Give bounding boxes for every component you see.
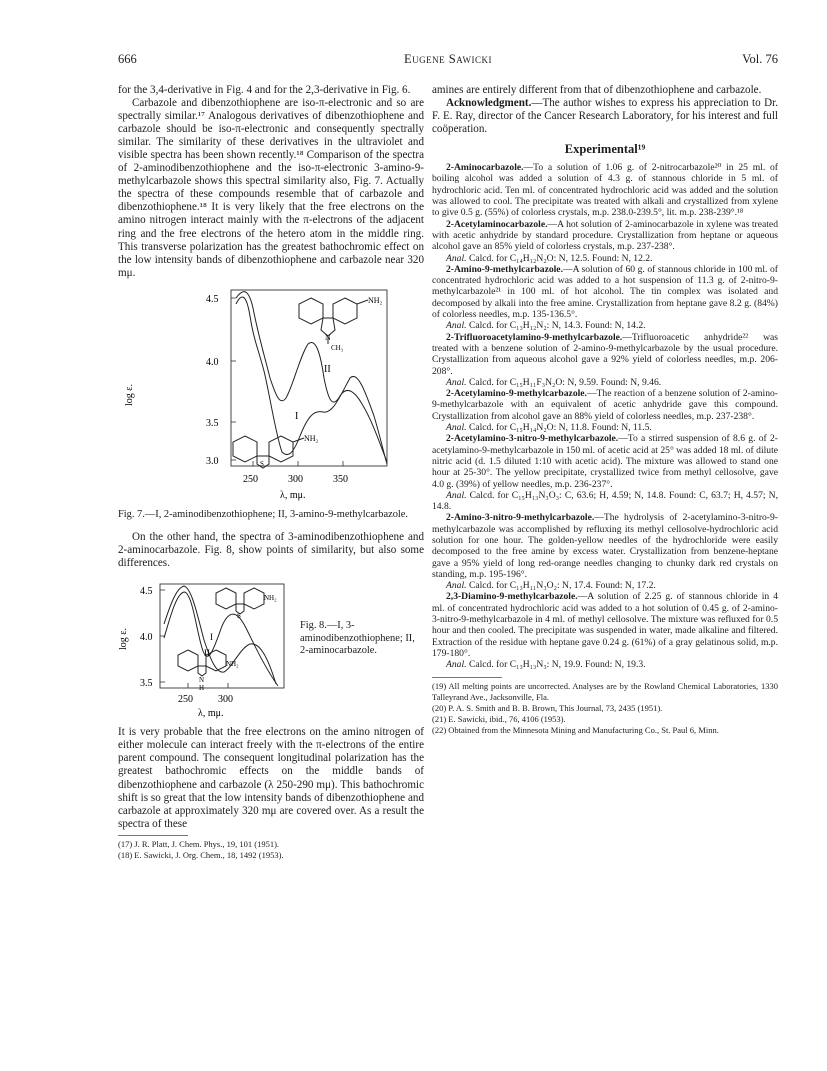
y-axis-label: log ε. <box>118 628 129 651</box>
procedure: 2-Acetylamino-3-nitro-9-methylcarbazole.—To a stirred suspension of 8.6 g. of 2-acetylamino-9-methylcarbazole in 150 ml. of acetic acid at 25° was added 18 ml. of dilute nitric acid (d. 1.5 diluted 1:10 with acetic acid). The mixture was allowed to stand one hour at 25-30°. The yellow precipitate, crystallized twice from methyl cellosolve, gave 4.0 g. (39%) of yellow needles, m.p. 236-237°. <box>432 433 778 490</box>
analysis: Anal. Calcd. for C₁₅H₁₃N₃O₃: C, 63.6; H, 4.59; N, 14.8. Found: C, 63.7; H, 4.57; N, 14.8. <box>432 489 778 513</box>
hetero-atom-label: H <box>199 684 205 693</box>
x-axis-label: λ, mμ. <box>280 489 306 501</box>
volume-label: Vol. 76 <box>742 52 778 66</box>
procedure: 2-Acetylamino-9-methylcarbazole.—The reaction of a benzene solution of 2-amino-9-methylcarbazole with an equivalent of acetic anhydride gave this compound. Crystallization from alcohol gave an 88% yield of colorless needles, m.p. 237-238°. <box>432 388 778 422</box>
y-tick-label: 4.0 <box>140 632 153 644</box>
substituent-label: CH₃ <box>331 343 344 352</box>
figure-7-caption: Fig. 7.—I, 2-aminodibenzothiophene; II, 3-amino-9-methylcarbazole. <box>118 508 408 520</box>
y-tick-label: 3.5 <box>140 678 153 690</box>
structure-II-icon <box>299 298 368 344</box>
structure-I-icon <box>216 588 264 614</box>
footnote: (18) E. Sawicki, J. Org. Chem., 18, 1492 (1953). <box>118 849 284 860</box>
x-tick-label: 250 <box>243 473 258 485</box>
footnote: (19) All melting points are uncorrected. Analyses are by the Rowland Chemical Laboratories, 1330 Talleyrand Ave., Jacksonville, Fla. <box>432 680 778 702</box>
footnote: (21) E. Sawicki, ibid., 76, 4106 (1953). <box>432 713 566 724</box>
figure-8 <box>118 578 424 720</box>
curve-label-II: II <box>204 648 210 659</box>
procedure: 2-Acetylaminocarbazole.—A hot solution of 2-aminocarbazole in xylene was treated with acetic anhydride by standard procedure. Crystallization from heptane or aqueous alcohol gave an 85% yield of colorless crystals, m.p. 237-238°. <box>432 218 778 253</box>
paragraph: Carbazole and dibenzothiophene are iso-π-electronic and so are spectrally similar.¹⁷ Analogous derivatives of dibenzothiophene and carbazole should be iso-π-electronic and consequently spectrally similar. The similarity of these derivatives in the ultraviolet and visible spectra has been shown recently.¹⁸ Comparison of the spectra of 2-aminodibenzothiophene and the iso-π-electronic 3-amino-9-methylcarbazole shows this spectral similarity also, Fig. 7. Actually the spectra of these compounds resemble that of carbazole and dibenzothiophene.¹⁸ It is very likely that the free electrons on the amino nitrogen interact mainly with the π-electrons of the adjacent ring and the free electrons of the hetero atom in the middle ring. This transverse polarization has the greatest bathochromic effect on the low intensity bands of dibenzothiophene and carbazole near 320 mμ. <box>118 97 424 279</box>
y-tick-label: 3.5 <box>206 417 219 429</box>
x-axis-label: λ, mμ. <box>198 708 224 720</box>
substituent-label: NH₂ <box>304 433 319 443</box>
y-tick-label: 3.0 <box>206 455 219 467</box>
x-tick-label: 300 <box>288 473 303 485</box>
hetero-atom-label: S <box>260 459 264 468</box>
hetero-atom-label: S <box>237 612 241 621</box>
procedure: 2-Amino-9-methylcarbazole.—A solution of 60 g. of stannous chloride in 100 ml. of concentrated hydrochloric acid was added to a hot suspension of 11.3 g. of 2-nitro-9-methylcarbazole²¹ in 100 ml. of hot alcohol. The tin complex was isolated and decomposed by alkali into the free amine. Crystallization from heptane gave 8.2 g. (84%) of colorless needles, m.p. 135-136.5°. <box>432 263 778 321</box>
analysis: Anal. Calcd. for C₁₅H₁₄N₂O: N, 11.8. Found: N, 11.5. <box>446 422 652 434</box>
page-header <box>118 52 778 68</box>
page-number: 666 <box>118 52 137 66</box>
curve-label-I: I <box>210 632 213 643</box>
footnote-divider <box>432 677 502 678</box>
procedure: 2-Trifluoroacetylamino-9-methylcarbazole.—Trifluoroacetic anhydride²² was treated with a benzene solution of 2-amino-9-methylcarbazole by the usual procedure. Crystallization from aqueous alcohol gave a 92% yield of colorless needles, m.p. 206-208°. <box>432 331 778 377</box>
analysis: Anal. Calcd. for C₁₄H₁₂N₂O: N, 12.5. Found: N, 12.2. <box>446 252 653 264</box>
paragraph: It is very probable that the free electrons on the amino nitrogen of either molecule can interact freely with the π-electrons of the entire parent compound. The consequent longitudinal polarization has the greatest bathochromic effects on the middle bands of dibenzothiophene and carbazole (λ 250-290 mμ). This bathochromic shift is so great that the low intensity bands of dibenzothiophene and carbazole at approximately 320 mμ are covered over. As a result the spectra of these <box>118 726 424 830</box>
y-axis-label: log ε. <box>124 383 135 406</box>
footnote: (20) P. A. S. Smith and B. B. Brown, This Journal, 73, 2435 (1951). <box>432 702 663 713</box>
acknowledgment: Acknowledgment.—The author wishes to express his appreciation to Dr. F. E. Ray, director of the Cancer Research Laboratory, for his interest and full coöperation. <box>432 97 778 136</box>
y-tick-label: 4.0 <box>206 356 219 368</box>
figure-7 <box>118 286 424 522</box>
x-tick-label: 250 <box>178 694 193 706</box>
structure-II-icon <box>178 650 226 676</box>
section-heading: Acknowledgment. <box>446 97 532 110</box>
paragraph: amines are entirely different from that of dibenzothiophene and carbazole. <box>432 84 762 96</box>
hetero-atom-label: N <box>325 332 331 342</box>
figure-8-caption: Fig. 8.—I, 3-aminodibenzothiophene; II, 2-aminocarbazole. <box>300 620 415 657</box>
y-tick-label: 4.5 <box>206 293 219 305</box>
paragraph: On the other hand, the spectra of 3-aminodibenzothiophene and 2-aminocarbazole. Fig. 8, show points of similarity, but also some differences. <box>118 531 424 570</box>
substituent-label: NH₂ <box>368 295 383 305</box>
footnote: (22) Obtained from the Minnesota Mining and Manufacturing Co., St. Paul 6, Minn. <box>432 724 719 735</box>
structure-I-icon <box>233 436 304 468</box>
footnote: (17) J. R. Platt, J. Chem. Phys., 19, 101 (1951). <box>118 838 280 849</box>
curve-label-II: II <box>324 363 331 375</box>
right-column <box>432 84 778 736</box>
procedure: 2,3-Diamino-9-methylcarbazole.—A solution of 2.25 g. of stannous chloride in 4 ml. of concentrated hydrochloric acid was added to a hot solution of 0.45 g. of 2-amino-3-nitro-9-methylcarbazole in 4 ml. of methyl cellosolve. The mixture was refluxed for 0.5 hour and then cooled. The precipitate was suspended in water, made alkaline and filtered. Extraction of the residue with heptane gave 0.24 g. (61%) of a gray gelatinous solid, m.p. 179-180°. <box>432 591 778 659</box>
footnote-divider <box>118 835 188 836</box>
x-tick-label: 300 <box>218 694 233 706</box>
x-tick-label: 350 <box>333 473 348 485</box>
analysis: Anal. Calcd. for C₁₃H₁₁N₃O₂: N, 17.4. Found: N, 17.2. <box>446 580 656 592</box>
substituent-label: NH₂ <box>226 660 239 669</box>
substituent-label: NH₂ <box>264 594 277 603</box>
procedure: 2-Amino-3-nitro-9-methylcarbazole.—The hydrolysis of 2-acetylamino-3-nitro-9-methylcarbazole was accomplished by refluxing its methyl cellosolve-hydrochloric acid solution for one hour. The golden-yellow needles of the hydrochloride were easily decomposed to the free amine by excess water. Crystallization from benzene-heptane gave a 95% yield of long red-orange needles changing to chunky dark red crystals on standing, m.p. 195-196°. <box>432 512 778 580</box>
running-author: Eugene Sawicki <box>404 52 492 66</box>
analysis: Anal. Calcd. for C₁₃H₁₃N₃: N, 19.9. Found: N, 19.3. <box>446 659 646 671</box>
hetero-atom-label: N <box>199 676 205 685</box>
figure-7-plot <box>118 286 424 508</box>
section-title: Experimental¹⁹ <box>564 142 646 157</box>
analysis: Anal. Calcd. for C₁₃H₁₂N₂: N, 14.3. Found: N, 14.2. <box>446 320 646 332</box>
paragraph: for the 3,4-derivative in Fig. 4 and for the 2,3-derivative in Fig. 6. <box>118 84 411 96</box>
curve-label-I: I <box>295 410 299 422</box>
procedure: 2-Aminocarbazole.—To a solution of 1.06 g. of 2-nitrocarbazole²⁰ in 25 ml. of boiling alcohol was added a solution of 4.3 g. of stannous chloride in 5 ml. of hydrochloric acid. Ten ml. of concentrated hydrochloric acid was added and the solution was allowed to cool. The precipitate was treated with alkali and crystallized from xylene to give 0.5 g. (55%) of colorless crystals, m.p. 238.0-239.5°, lit. m.p. 238-239°.¹⁸ <box>432 162 778 219</box>
analysis: Anal. Calcd. for C₁₅H₁₁F₃N₂O: N, 9.59. Found: N, 9.46. <box>446 376 662 388</box>
y-tick-label: 4.5 <box>140 586 153 598</box>
left-column <box>118 84 424 861</box>
figure-8-plot <box>118 578 288 720</box>
